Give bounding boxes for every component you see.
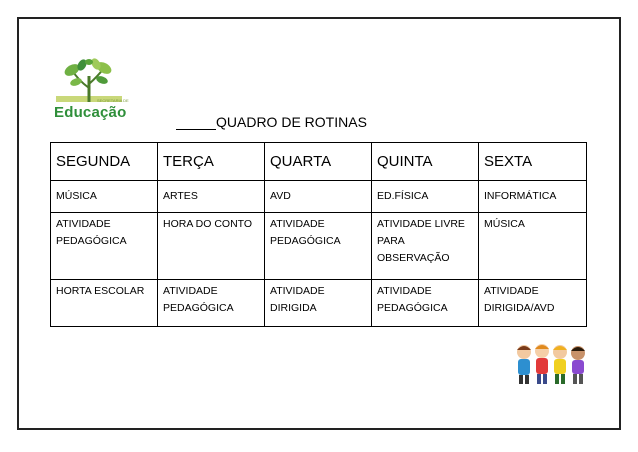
table-cell: MÚSICA	[51, 181, 158, 213]
table-cell: AVD	[265, 181, 372, 213]
table-cell: INFORMÁTICA	[479, 181, 587, 213]
table-cell: ATIVIDADE PEDAGÓGICA	[265, 213, 372, 280]
table-cell: ATIVIDADE DIRIGIDA/AVD	[479, 280, 587, 327]
header-cell: TERÇA	[158, 143, 265, 181]
routine-table	[50, 142, 587, 327]
table-cell: HORA DO CONTO	[158, 213, 265, 280]
table-cell: ED.FÍSICA	[372, 181, 479, 213]
page-title: QUADRO DE ROTINAS	[216, 114, 367, 130]
table-cell: ATIVIDADE PEDAGÓGICA	[51, 213, 158, 280]
table-cell: ATIVIDADE PEDAGÓGICA	[372, 280, 479, 327]
logo-small-text: SECRETARIA DE	[97, 98, 129, 103]
table-cell: HORTA ESCOLAR	[51, 280, 158, 327]
table-row	[51, 213, 587, 280]
table-cell: MÚSICA	[479, 213, 587, 280]
logo-text: Educação	[54, 104, 127, 121]
table-row	[51, 280, 587, 327]
page-title-wrap	[176, 114, 367, 130]
header-cell: SEGUNDA	[51, 143, 158, 181]
title-underline	[176, 115, 216, 130]
table-cell: ATIVIDADE DIRIGIDA	[265, 280, 372, 327]
table-cell: ATIVIDADE PEDAGÓGICA	[158, 280, 265, 327]
table-row	[51, 181, 587, 213]
header-cell: QUARTA	[265, 143, 372, 181]
table-cell: ATIVIDADE LIVRE PARA OBSERVAÇÃO	[372, 213, 479, 280]
header-cell: QUINTA	[372, 143, 479, 181]
table-header-row	[51, 143, 587, 181]
header-cell: SEXTA	[479, 143, 587, 181]
table-cell: ARTES	[158, 181, 265, 213]
children-illustration-icon	[514, 342, 588, 386]
